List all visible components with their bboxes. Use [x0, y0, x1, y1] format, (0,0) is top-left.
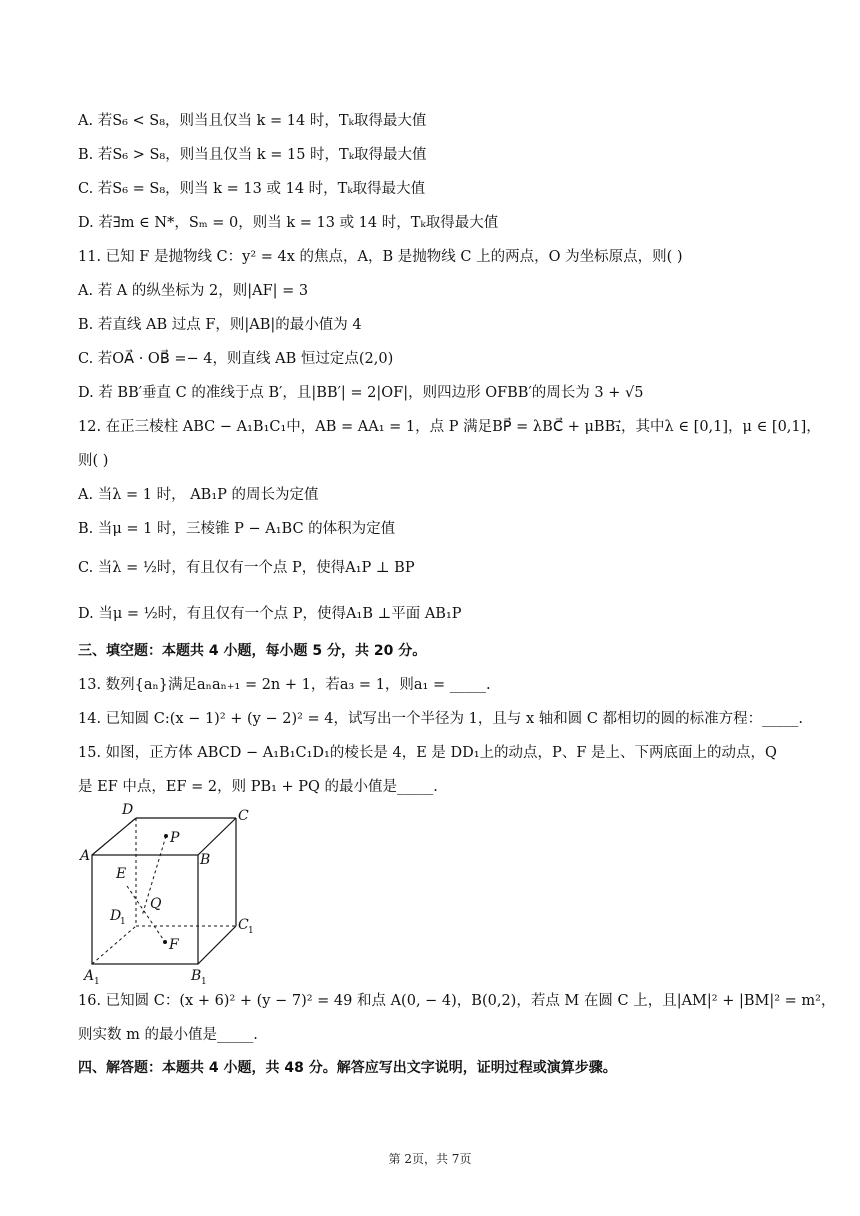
q12-stem-line2: 则( )	[78, 453, 109, 469]
q10-option-d: D. 若∃m ∈ N*，Sₘ = 0，则当 k = 13 或 14 时，Tₖ取得最大值	[78, 215, 499, 231]
cube-figure	[78, 798, 268, 988]
label-d1: D	[110, 908, 122, 924]
q10-option-c: C. 若S₆ = S₈，则当 k = 13 或 14 时，Tₖ取得最大值	[78, 181, 426, 197]
point-f	[163, 940, 167, 944]
q15-line1: 15. 如图，正方体 ABCD − A₁B₁C₁D₁的棱长是 4，E 是 DD₁上的动点，P、F 是上、下两底面上的动点，Q	[78, 745, 777, 761]
section-4-title: 四、解答题：本题共 4 小题，共 48 分。解答应写出文字说明，证明过程或演算步骤。	[78, 1060, 617, 1076]
segment-ef	[127, 886, 165, 942]
edge-ad	[92, 818, 136, 855]
q12-stem-line1: 12. 在正三棱柱 ABC − A₁B₁C₁中，AB = AA₁ = 1，点 P 满足BP⃗ = λBC⃗ + μBB₁⃗，其中λ ∈ [0,1]，μ ∈ [0,1]，	[78, 419, 821, 435]
q10-option-b: B. 若S₆ > S₈，则当且仅当 k = 15 时，Tₖ取得最大值	[78, 147, 427, 163]
q12-option-a: A. 当λ = 1 时， AB₁P 的周长为定值	[78, 487, 319, 503]
label-e: E	[116, 866, 127, 882]
q11-stem: 11. 已知 F 是抛物线 C：y² = 4x 的焦点，A，B 是抛物线 C 上的两点，O 为坐标原点，则( )	[78, 249, 683, 265]
q11-option-d: D. 若 BB′垂直 C 的准线于点 B′，且|BB′| = 2|OF|，则四边形 OFBB′的周长为 3 + √5	[78, 385, 644, 401]
point-p	[164, 834, 168, 838]
q11-option-c: C. 若OA⃗ · OB⃗ =− 4，则直线 AB 恒过定点(2,0)	[78, 351, 394, 367]
q16-line2: 则实数 m 的最小值是_____.	[78, 1027, 258, 1043]
edge-a1d1-hidden	[92, 926, 136, 964]
q13: 13. 数列{aₙ}满足aₙaₙ₊₁ = 2n + 1，若a₃ = 1，则a₁ = _____.	[78, 677, 491, 693]
q12-option-b: B. 当μ = 1 时，三棱锥 P − A₁BC 的体积为定值	[78, 521, 396, 537]
front-face	[92, 855, 198, 964]
q16-line1: 16. 已知圆 C：(x + 6)² + (y − 7)² = 49 和点 A(0, − 4)，B(0,2)，若点 M 在圆 C 上，且|AM|² + |BM|² = m²，	[78, 993, 836, 1009]
q14: 14. 已知圆 C:(x − 1)² + (y − 2)² = 4，试写出一个半径为 1，且与 x 轴和圆 C 都相切的圆的标准方程：_____.	[78, 711, 803, 727]
label-b1-sub: 1	[201, 977, 207, 987]
q12-option-d: D. 当μ = ½时，有且仅有一个点 P，使得A₁B ⊥平面 AB₁P	[78, 606, 462, 622]
label-a1-sub: 1	[94, 977, 100, 987]
q12-option-c: C. 当λ = ½时，有且仅有一个点 P，使得A₁P ⊥ BP	[78, 560, 415, 576]
label-c1: C	[238, 917, 249, 933]
edge-bc	[198, 818, 236, 855]
q10-option-a: A. 若S₆ < S₈，则当且仅当 k = 14 时，Tₖ取得最大值	[78, 113, 427, 129]
label-f: F	[169, 937, 179, 953]
label-q: Q	[150, 896, 162, 912]
label-c: C	[238, 808, 249, 824]
page-footer: 第 2页，共 7页	[388, 1152, 472, 1166]
q15-line2: 是 EF 中点，EF = 2，则 PB₁ + PQ 的最小值是_____.	[78, 779, 438, 795]
label-d1-sub: 1	[120, 917, 126, 927]
q11-option-b: B. 若直线 AB 过点 F，则|AB|的最小值为 4	[78, 317, 362, 333]
label-b1: B	[191, 968, 202, 984]
edge-b1c1	[198, 926, 236, 964]
label-a1: A	[84, 968, 95, 984]
label-c1-sub: 1	[248, 926, 254, 936]
q11-option-a: A. 若 A 的纵坐标为 2，则|AF| = 3	[78, 283, 309, 299]
label-a: A	[80, 848, 91, 864]
section-3-title: 三、填空题：本题共 4 小题，每小题 5 分，共 20 分。	[78, 643, 427, 659]
label-p: P	[170, 830, 180, 846]
label-b: B	[200, 852, 211, 868]
label-d: D	[122, 802, 134, 818]
